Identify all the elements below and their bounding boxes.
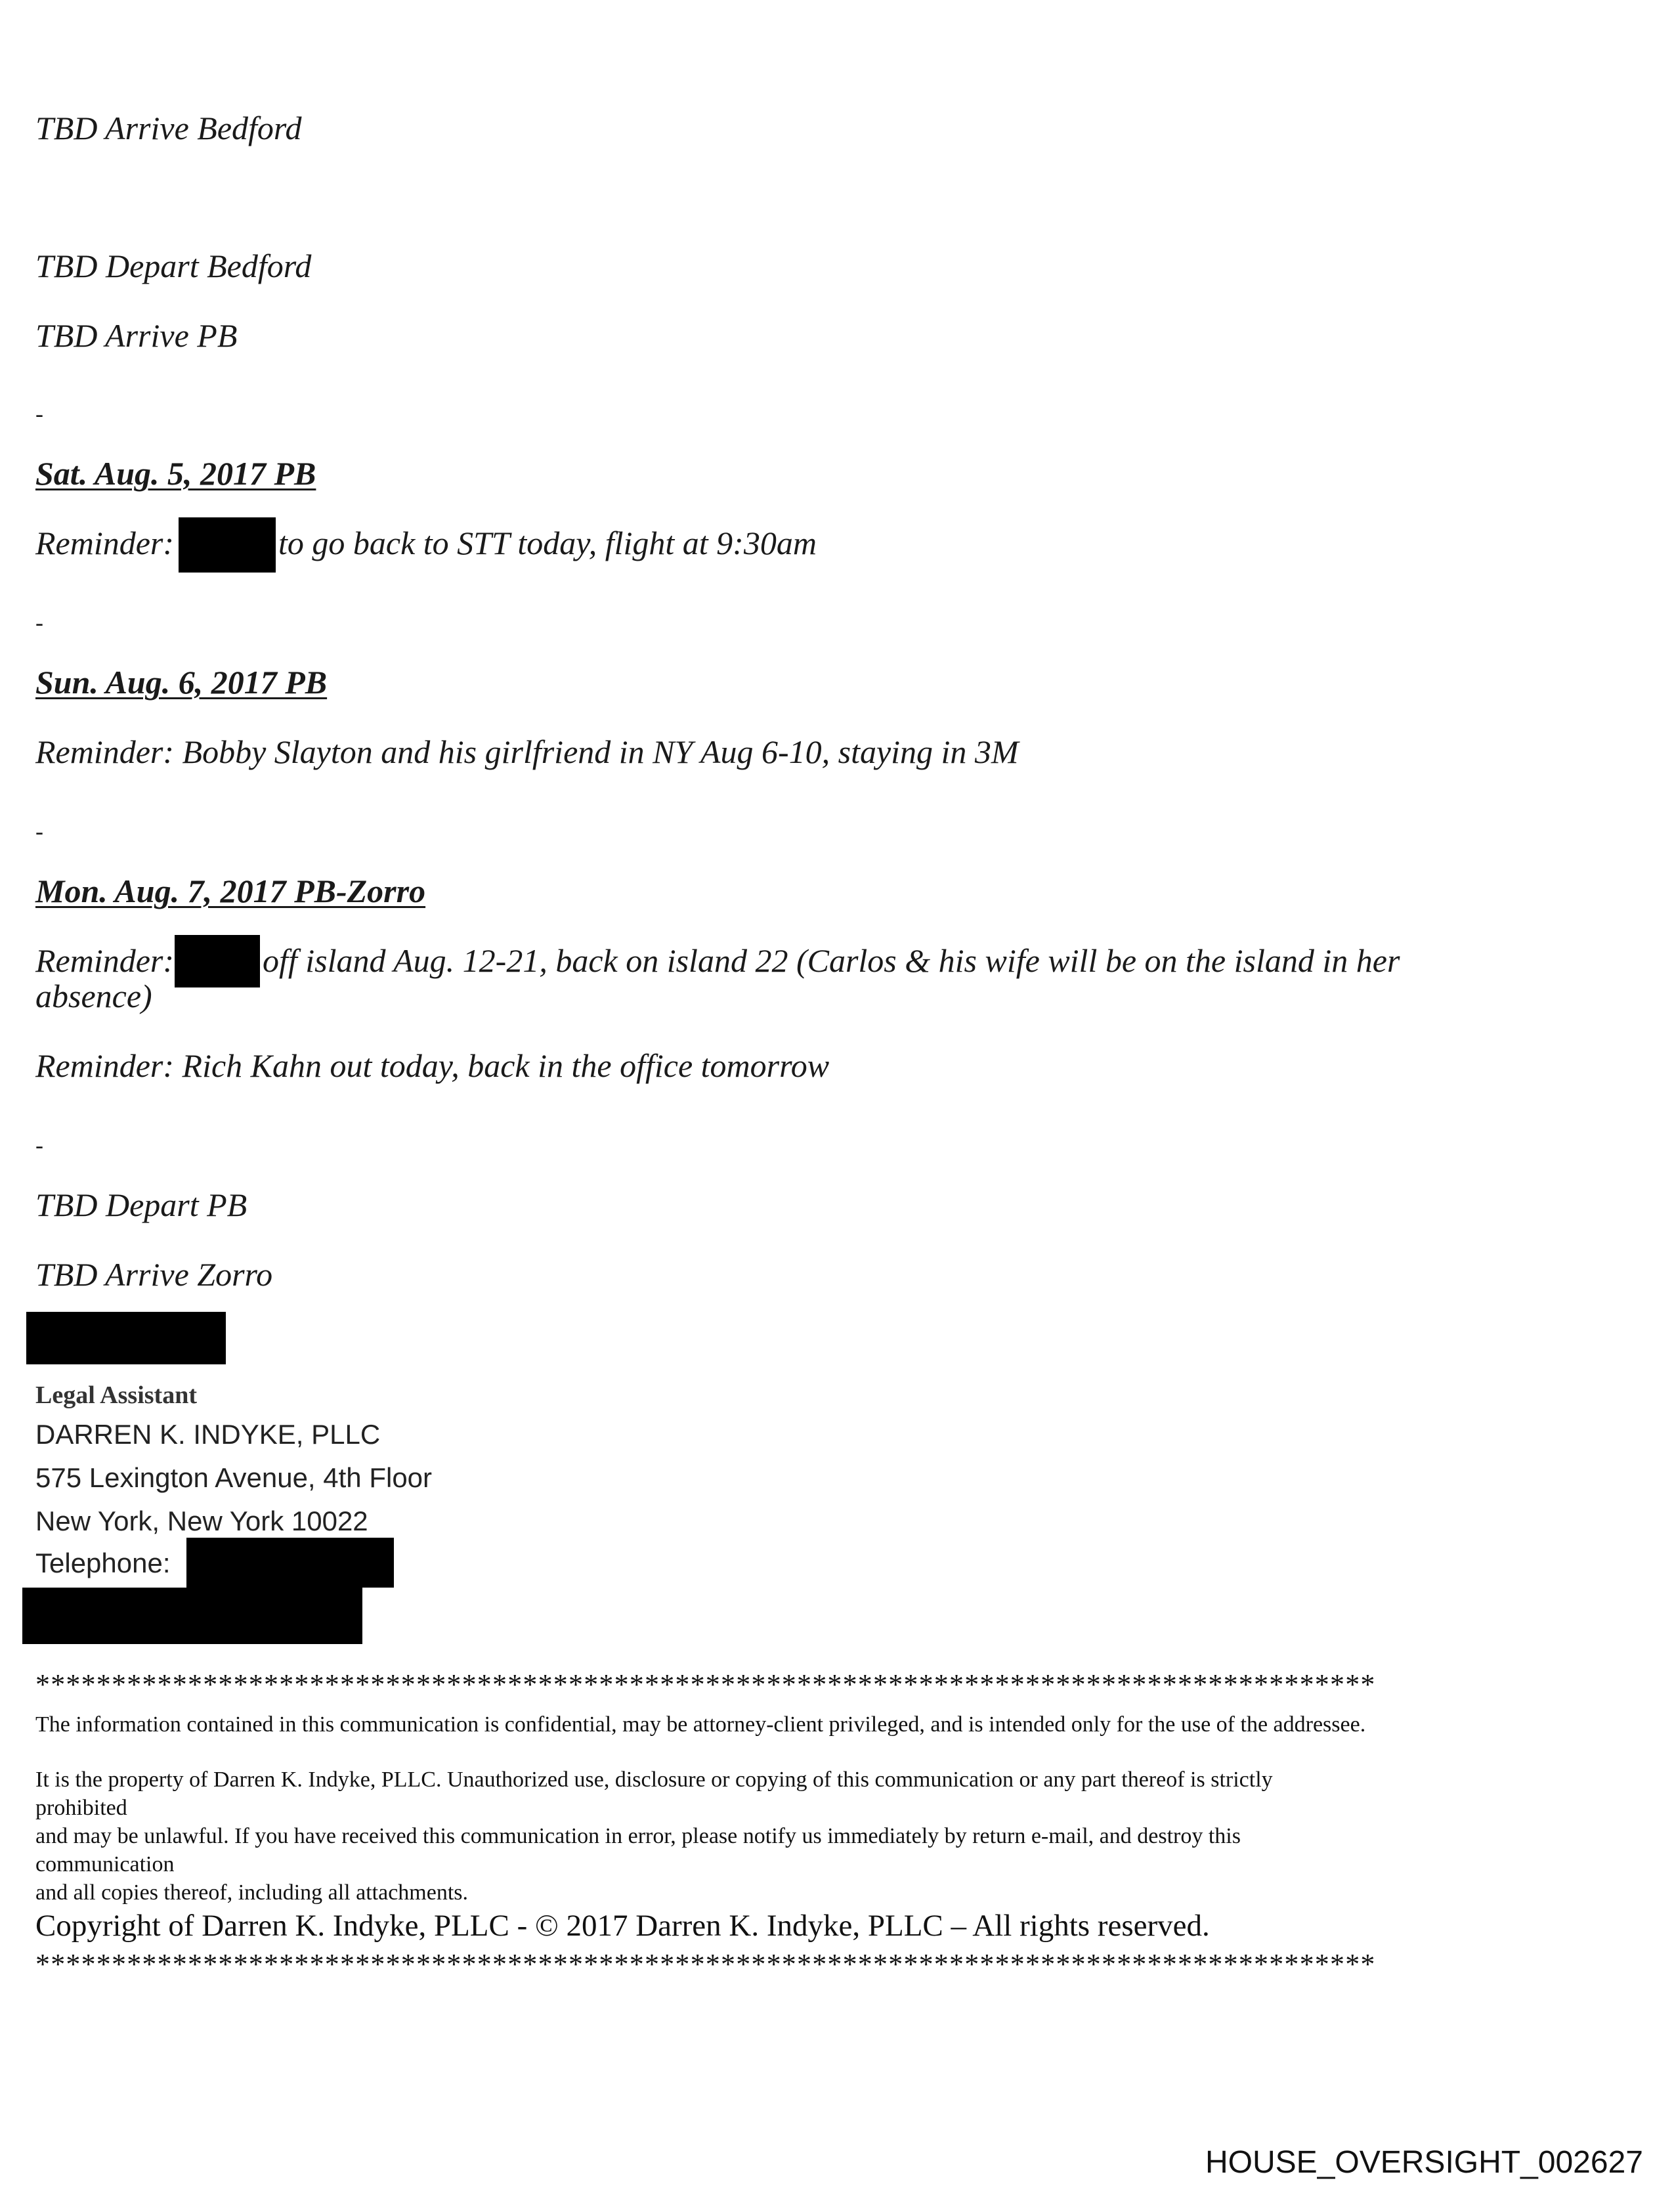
property-notice-line: and may be unlawful. If you have received this communication in error, please notify us immediately by return e-mail, and destroy this [35, 1824, 1241, 1848]
tbd-arrive-pb: TBD Arrive PB [35, 317, 238, 354]
reminder-text-continued: absence) [35, 978, 152, 1014]
bates-number: HOUSE_OVERSIGHT_002627 [1205, 2145, 1643, 2180]
reminder-text: off island Aug. 12-21, back on island 22 (Carlos & his wife will be on the island in her [263, 942, 1400, 979]
signature-telephone-label: Telephone: [35, 1548, 171, 1578]
separator: - [35, 401, 43, 427]
day-heading-mon: Mon. Aug. 7, 2017 PB-Zorro [35, 873, 426, 909]
separator: - [35, 609, 43, 636]
asterisk-divider: **************************************************************************************** [35, 1668, 1376, 1701]
redaction-box [179, 517, 276, 573]
tbd-arrive-zorro: TBD Arrive Zorro [35, 1256, 273, 1293]
tbd-depart-pb: TBD Depart PB [35, 1186, 247, 1223]
separator: - [35, 818, 43, 844]
redaction-box [26, 1312, 226, 1364]
property-notice-line: and all copies thereof, including all attachments. [35, 1880, 468, 1905]
property-notice-line: It is the property of Darren K. Indyke, PLLC. Unauthorized use, disclosure or copying of this communication or any part thereof is strictly [35, 1767, 1273, 1792]
asterisk-divider: **************************************************************************************** [35, 1948, 1376, 1980]
tbd-depart-bedford: TBD Depart Bedford [35, 248, 312, 284]
signature-address-line1: 575 Lexington Avenue, 4th Floor [35, 1462, 433, 1493]
copyright-notice: Copyright of Darren K. Indyke, PLLC - © 2017 Darren K. Indyke, PLLC – All rights reserved. [35, 1909, 1210, 1943]
reminder-text: Reminder: Rich Kahn out today, back in the office tomorrow [35, 1047, 830, 1084]
reminder-text: Reminder: Bobby Slayton and his girlfriend in NY Aug 6-10, staying in 3M [35, 733, 1019, 770]
property-notice-line: prohibited [35, 1796, 127, 1820]
reminder-prefix: Reminder: [35, 525, 175, 561]
reminder-text: to go back to STT today, flight at 9:30am [278, 525, 817, 561]
signature-firm: DARREN K. INDYKE, PLLC [35, 1419, 381, 1450]
day-heading-sun: Sun. Aug. 6, 2017 PB [35, 664, 328, 701]
redaction-box [22, 1588, 362, 1644]
confidentiality-notice: The information contained in this communication is confidential, may be attorney-client privileged, and is intended only for the use of the addressee. [35, 1712, 1366, 1737]
signature-title: Legal Assistant [35, 1381, 197, 1409]
redaction-box [175, 935, 260, 987]
separator: - [35, 1132, 43, 1158]
day-heading-sat: Sat. Aug. 5, 2017 PB [35, 455, 316, 492]
signature-address-line2: New York, New York 10022 [35, 1506, 368, 1536]
redaction-box [186, 1538, 394, 1588]
property-notice-line: communication [35, 1852, 175, 1876]
tbd-arrive-bedford: TBD Arrive Bedford [35, 110, 302, 146]
reminder-prefix: Reminder: [35, 942, 175, 979]
